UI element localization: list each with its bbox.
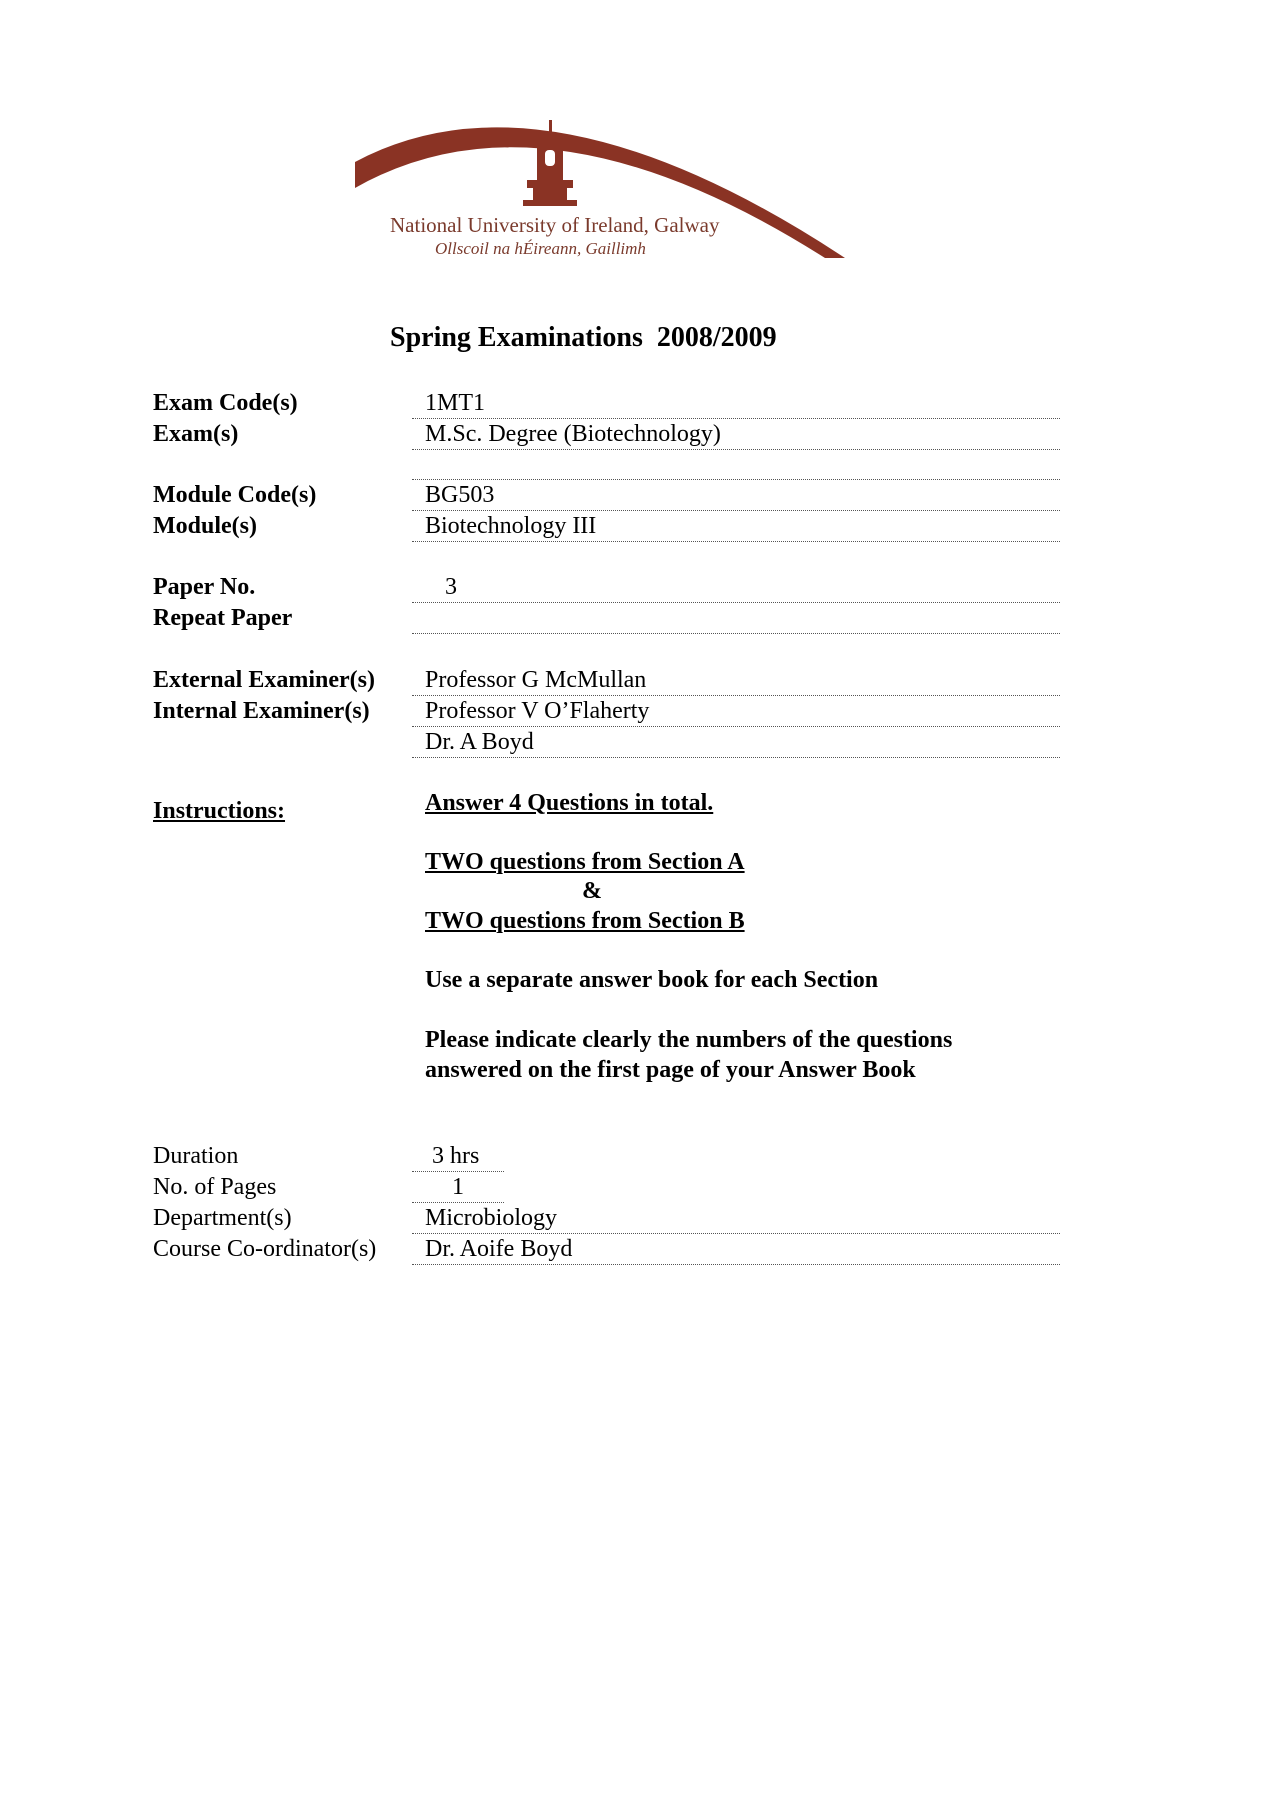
exams-value: M.Sc. Degree (Biotechnology) — [425, 421, 721, 447]
module-codes-value: BG503 — [425, 482, 495, 508]
internal-examiner-2-rule — [412, 757, 1060, 758]
module-codes-label: Module Code(s) — [153, 482, 317, 508]
page-title: Spring Examinations 2008/2009 — [390, 322, 777, 353]
department-label: Department(s) — [153, 1205, 292, 1231]
exams-label: Exam(s) — [153, 421, 239, 447]
internal-examiner-2-value: Dr. A Boyd — [425, 729, 534, 755]
exams-rule — [412, 449, 1060, 450]
duration-value: 3 hrs — [432, 1143, 480, 1169]
exam-codes-label: Exam Code(s) — [153, 390, 298, 416]
external-examiner-value: Professor G McMullan — [425, 667, 647, 693]
instruction-separate-book: Use a separate answer book for each Section — [425, 967, 879, 993]
modules-rule — [412, 541, 1060, 542]
paper-no-label: Paper No. — [153, 574, 256, 600]
pages-label: No. of Pages — [153, 1174, 277, 1200]
modules-label: Module(s) — [153, 513, 257, 539]
duration-label: Duration — [153, 1143, 239, 1169]
instruction-indicate-line2: answered on the first page of your Answer Book — [425, 1057, 916, 1083]
blank-rule — [412, 479, 1060, 480]
university-logo-graphic — [355, 100, 845, 265]
instruction-indicate-line1: Please indicate clearly the numbers of the questions — [425, 1027, 953, 1053]
logo-name-irish: Ollscoil na hÉireann, Gaillimh — [435, 239, 646, 258]
pages-value: 1 — [452, 1174, 464, 1200]
instruction-ampersand: & — [582, 878, 602, 904]
repeat-paper-rule — [412, 633, 1060, 634]
repeat-paper-label: Repeat Paper — [153, 605, 293, 631]
internal-examiners-label: Internal Examiner(s) — [153, 698, 370, 724]
exam-codes-value: 1MT1 — [425, 390, 485, 416]
external-examiners-label: External Examiner(s) — [153, 667, 375, 693]
department-value: Microbiology — [425, 1205, 557, 1231]
instruction-section-a: TWO questions from Section A — [425, 849, 745, 875]
paper-no-value: 3 — [445, 574, 457, 600]
instructions-label: Instructions: — [153, 798, 286, 824]
logo-name-english: National University of Ireland, Galway — [390, 213, 720, 237]
paper-no-rule — [412, 602, 1060, 603]
coordinator-rule — [412, 1264, 1060, 1265]
internal-examiner-1-value: Professor V O’Flaherty — [425, 698, 650, 724]
instruction-section-b: TWO questions from Section B — [425, 908, 745, 934]
coordinator-label: Course Co-ordinator(s) — [153, 1236, 377, 1262]
university-logo — [355, 100, 845, 265]
coordinator-value: Dr. Aoife Boyd — [425, 1236, 573, 1262]
instruction-answer-total: Answer 4 Questions in total. — [425, 790, 714, 816]
modules-value: Biotechnology III — [425, 513, 597, 539]
